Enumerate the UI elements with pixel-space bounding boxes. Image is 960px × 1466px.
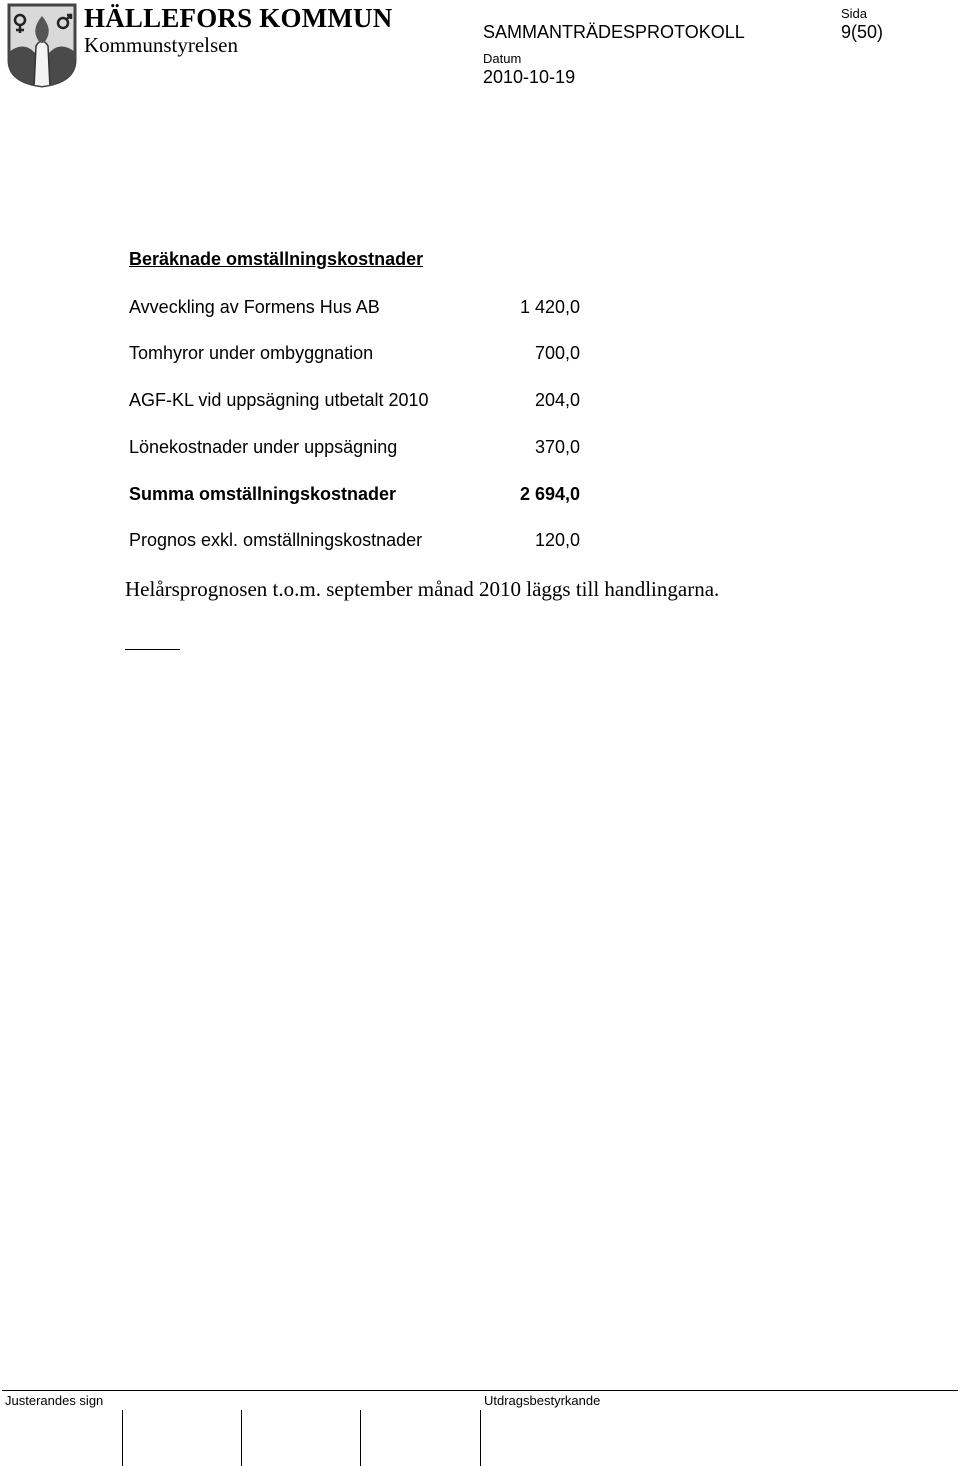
signature-box-divider	[480, 1410, 481, 1466]
cost-label: AGF-KL vid uppsägning utbetalt 2010	[129, 390, 429, 410]
cost-value: 700,0	[534, 343, 580, 363]
signature-box-divider	[122, 1410, 123, 1466]
cost-value: 204,0	[534, 390, 580, 410]
date-value: 2010-10-19	[483, 67, 576, 87]
forecast-row	[129, 529, 580, 551]
signature-label: Justerandes sign	[5, 1393, 104, 1408]
forecast-value: 120,0	[534, 530, 580, 550]
cost-label: Lönekostnader under uppsägning	[129, 437, 398, 457]
cost-row	[129, 342, 580, 364]
page-number: 9(50)	[841, 22, 884, 42]
forecast-label: Prognos exkl. omställningskostnader	[129, 530, 423, 550]
section-end-divider	[125, 649, 180, 650]
section-heading: Beräknade omställningskostnader	[129, 249, 424, 269]
page-label: Sida	[841, 6, 868, 21]
date-label: Datum	[483, 51, 522, 66]
signature-box-divider	[241, 1410, 242, 1466]
cost-row	[129, 296, 580, 318]
cost-total-label: Summa omställningskostnader	[129, 484, 397, 504]
cost-row	[129, 436, 580, 458]
signature-box-divider	[360, 1410, 361, 1466]
org-subtitle: Kommunstyrelsen	[84, 33, 238, 57]
footer-divider	[2, 1390, 958, 1391]
cost-value: 1 420,0	[519, 297, 580, 317]
org-name: HÄLLEFORS KOMMUN	[84, 3, 393, 33]
cost-row	[129, 389, 580, 411]
cost-value: 370,0	[534, 437, 580, 457]
cost-total-value: 2 694,0	[519, 484, 580, 504]
document-type: SAMMANTRÄDESPROTOKOLL	[483, 22, 745, 42]
cost-label: Tomhyror under ombyggnation	[129, 343, 374, 363]
cost-label: Avveckling av Formens Hus AB	[129, 297, 380, 317]
municipal-crest-icon	[6, 2, 78, 88]
decision-text: Helårsprognosen t.o.m. september månad 2010 läggs till handlingarna.	[125, 577, 720, 601]
extract-certification-label: Utdragsbestyrkande	[484, 1393, 601, 1408]
cost-total-row	[129, 483, 580, 505]
